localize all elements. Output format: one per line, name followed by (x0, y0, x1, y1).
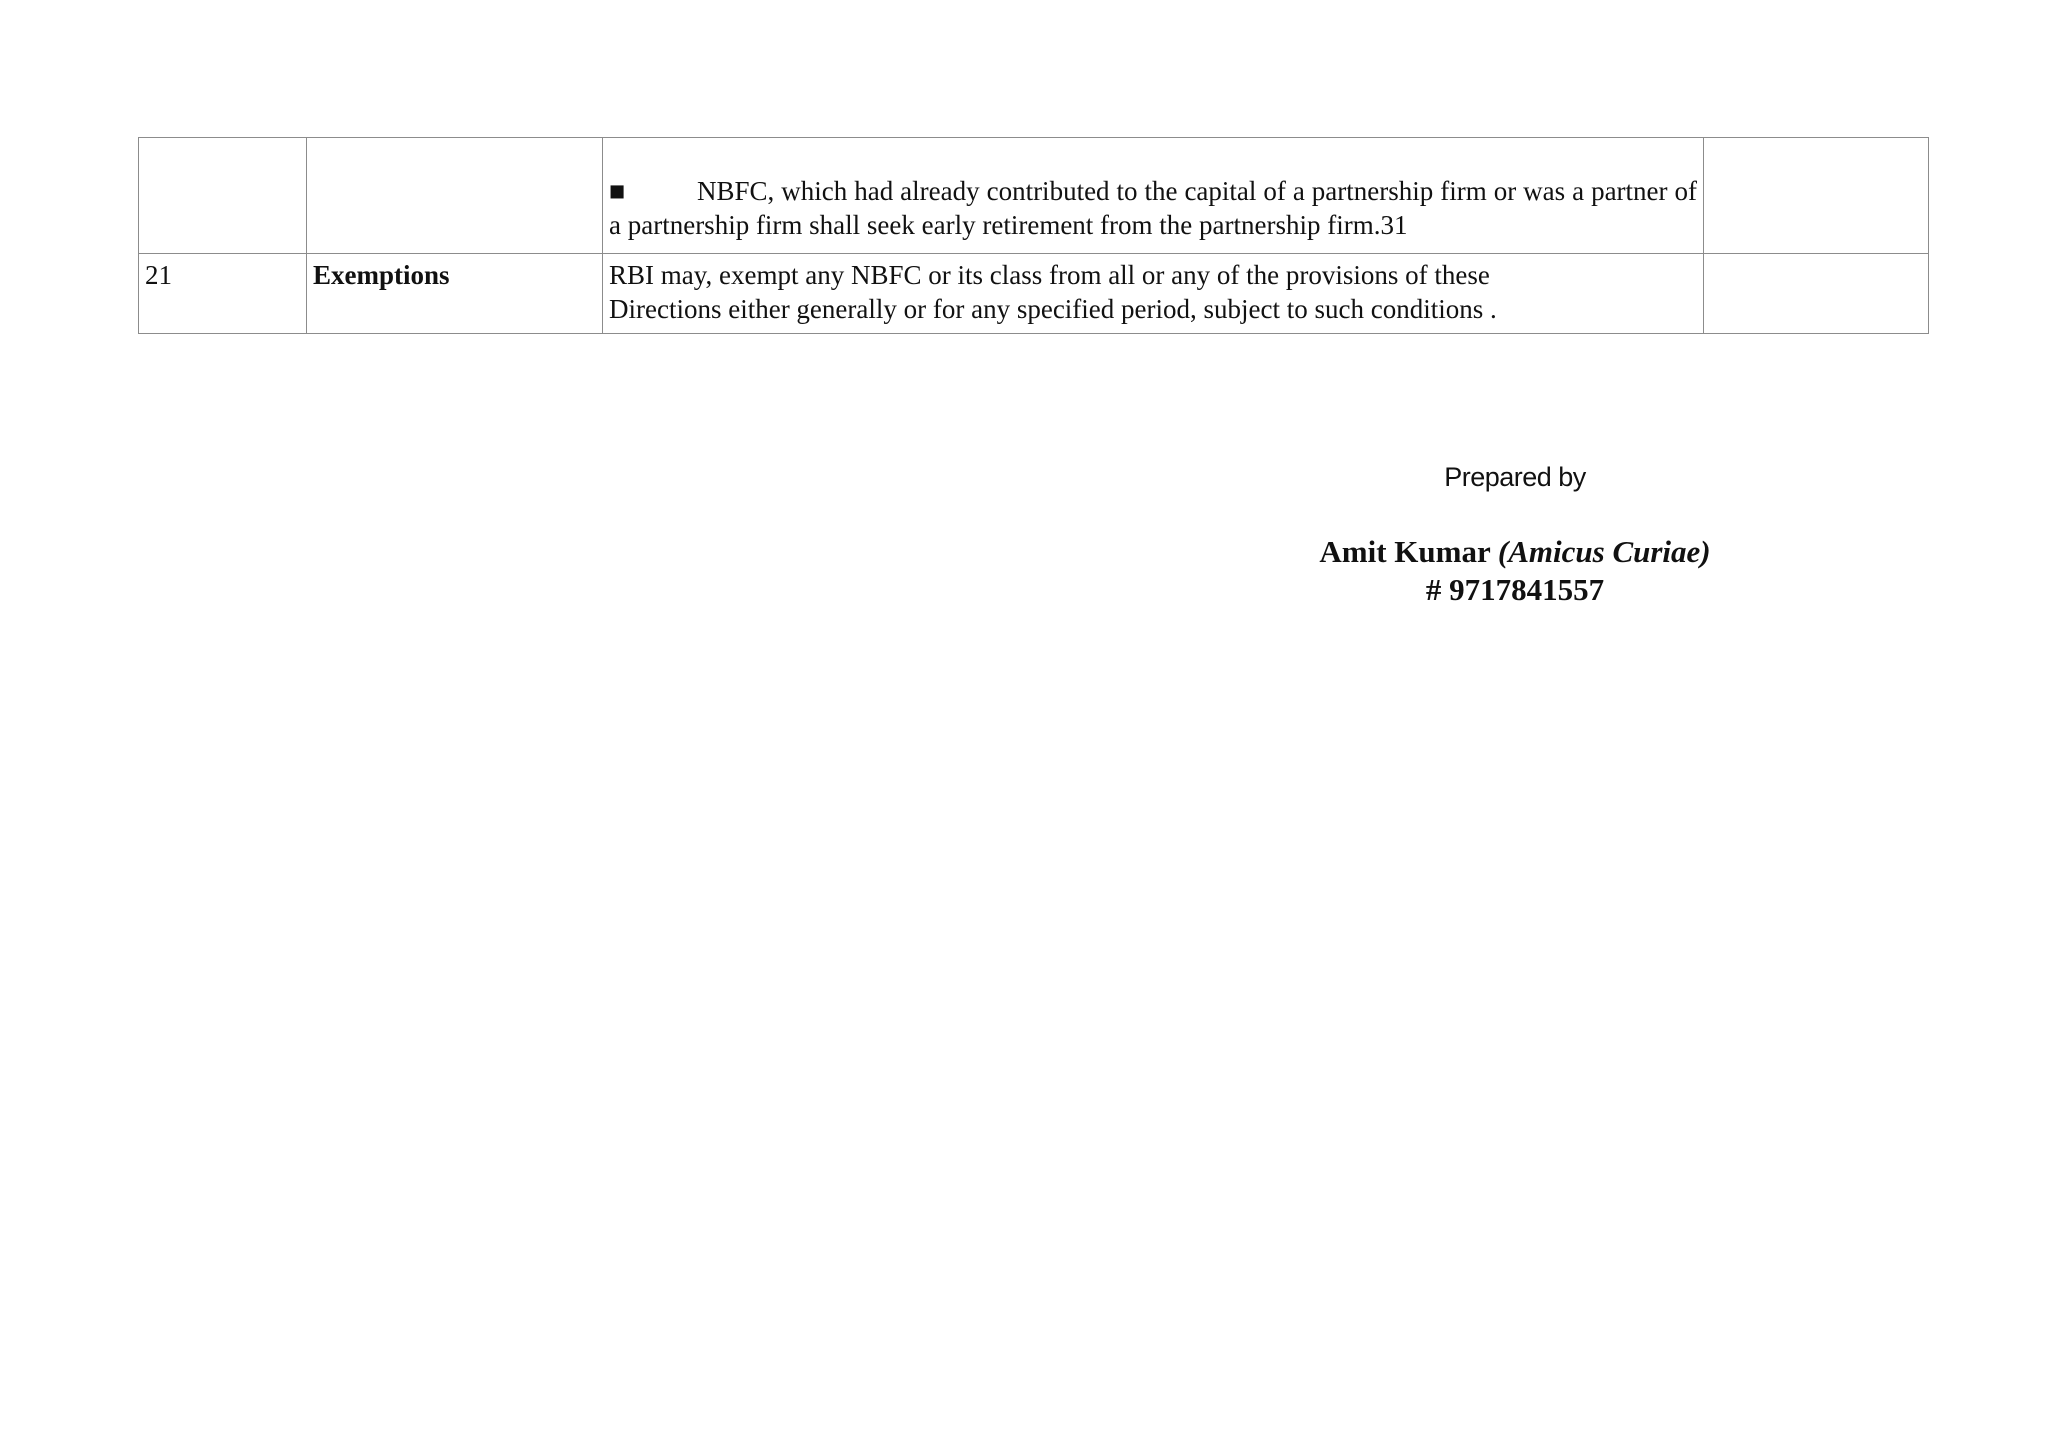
provision-text-cell (603, 138, 1704, 254)
heading-cell (307, 138, 603, 254)
provisions-table (138, 137, 1929, 334)
heading-cell: Exemptions (307, 254, 603, 334)
author-line (1200, 534, 1830, 570)
provision-text-line: Directions either generally or for any specified period, subject to such conditions . (609, 294, 1497, 324)
prepared-by-label: Prepared by (1444, 462, 1586, 492)
square-bullet-icon: ■ (609, 176, 626, 206)
table-row (139, 254, 1929, 334)
serial-number-cell: 21 (139, 254, 307, 334)
author-role: (Amicus Curiae) (1497, 534, 1711, 569)
provision-text: NBFC, which had already contributed to the capital of a partnership firm or was a partner of a partnership firm shall seek early retirement from the partnership firm.31 (609, 176, 1697, 240)
table-row (139, 138, 1929, 254)
serial-number-cell (139, 138, 307, 254)
remarks-cell (1704, 254, 1929, 334)
remarks-cell (1704, 138, 1929, 254)
author-phone: # 9717841557 (1425, 572, 1605, 607)
provision-text-line: RBI may, exempt any NBFC or its class from all or any of the provisions of these (609, 260, 1490, 290)
provision-text-cell (603, 254, 1704, 334)
author-name: Amit Kumar (1319, 534, 1491, 569)
